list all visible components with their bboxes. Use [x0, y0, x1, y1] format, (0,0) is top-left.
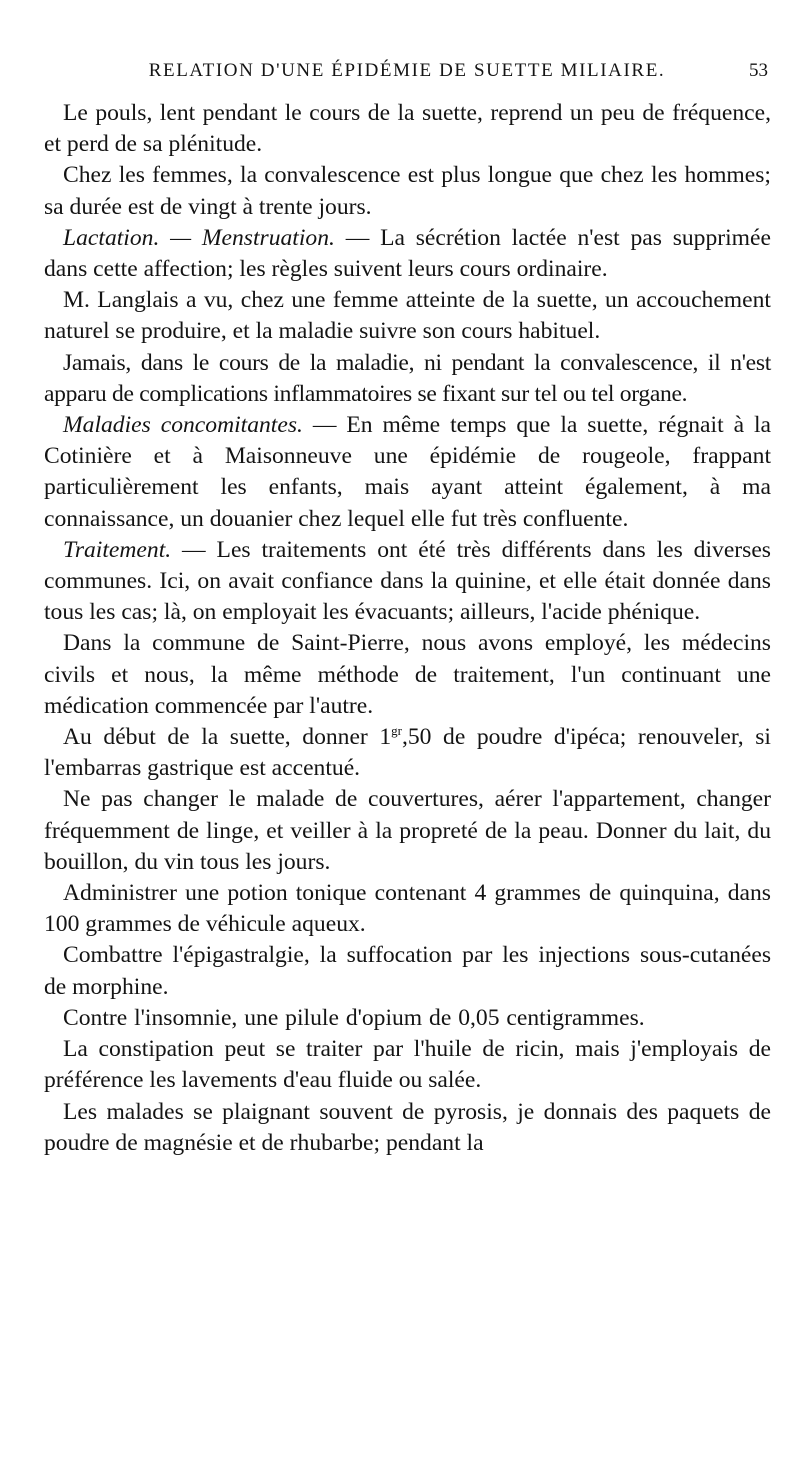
paragraph-langlais — [44, 285, 771, 347]
paragraph-text: ,50 de poudre d'ipéca; renouveler, si l'embarras gastrique est accentué. — [44, 724, 771, 782]
paragraph-text: Ne pas changer le malade de couvertures, aérer l'appartement, changer fréquemment de linge, et veiller à la propreté de la peau. Donner du lait, du bouillon, du vin tous les jours. — [44, 786, 771, 875]
paragraph-pyrosis — [44, 1097, 771, 1159]
paragraph-text: Chez les femmes, la convalescence est plus longue que chez les hommes; sa durée est de vingt à trente jours. — [44, 162, 771, 220]
unit-superscript: gr — [391, 723, 402, 739]
paragraph-convalescence — [44, 160, 771, 222]
page-number: 53 — [749, 60, 768, 81]
running-head — [46, 56, 768, 86]
paragraph-lactation — [44, 223, 771, 285]
running-title: RELATION D'UNE ÉPIDÉMIE DE SUETTE MILIAIRE. — [148, 60, 666, 81]
section-heading-italic: Traitement. — [63, 536, 172, 563]
section-heading-italic: Lactation. — Menstruation. — [63, 224, 335, 251]
paragraph-text: Les malades se plaignant souvent de pyrosis, je donnais des paquets de poudre de magnésie et de rhubarbe; pendant la — [44, 1098, 771, 1156]
paragraph-saint-pierre — [44, 628, 771, 722]
paragraph-text: Au début de la suette, donner 1 — [63, 724, 392, 751]
paragraph-text: Le pouls, lent pendant le cours de la suette, reprend un peu de fréquence, et perd de sa plénitude. — [44, 100, 771, 158]
paragraph-text: Administrer une potion tonique contenant 4 grammes de quinquina, dans 100 grammes de véhicule aqueux. — [44, 880, 771, 938]
paragraph-text: Dans la commune de Saint-Pierre, nous avons employé, les médecins civils et nous, la même méthode de traitement, l'un continuant une médication commencée par l'autre. — [44, 630, 771, 719]
paragraph-constipation — [44, 1034, 771, 1096]
paragraph-text: M. Langlais a vu, chez une femme atteinte de la suette, un accouchement naturel se produire, et la maladie suivre son cours habituel. — [44, 287, 771, 345]
paragraph-text: — La sécrétion lactée n'est pas supprimée dans cette affection; les règles suivent leurs cours ordinaire. — [44, 224, 771, 283]
paragraph-maladies-concomitantes — [44, 410, 771, 535]
paragraph-text: La constipation peut se traiter par l'huile de ricin, mais j'employais de préférence les lavements d'eau fluide ou salée. — [44, 1036, 771, 1094]
body-text — [44, 98, 771, 1159]
paragraph-text: — Les traitements ont été très différents dans les diverses communes. Ici, on avait confiance dans la quinine, et elle était donnée dans tous les cas; là, on employait les évacuants; ailleurs, l'acide phénique. — [44, 536, 771, 626]
paragraph-potion-tonique — [44, 878, 771, 940]
paragraph-text: Combattre l'épigastralgie, la suffocation par les injections sous-cutanées de morphine. — [44, 942, 771, 1000]
paragraph-text: — En même temps que la suette, régnait à la Cotinière et à Maisonneuve une épidémie de rougeole, frappant particulièrement les enfants, mais ayant atteint également, à ma connaissance, un douanier chez lequel elle fut très confluente. — [44, 412, 771, 532]
paragraph-ipeca — [44, 722, 771, 784]
paragraph-insomnie — [44, 1003, 771, 1034]
paragraph-couvertures — [44, 784, 771, 878]
paragraph-text: Jamais, dans le cours de la maladie, ni pendant la convalescence, il n'est apparu de complications inflammatoires se fixant sur tel ou tel organe. — [44, 349, 771, 407]
section-heading-italic: Maladies concomitantes. — [63, 412, 303, 439]
paragraph-epigastralgie — [44, 940, 771, 1002]
paragraph-pulse — [44, 98, 771, 160]
paragraph-traitement — [44, 535, 771, 629]
paragraph-complications — [44, 348, 771, 410]
paragraph-text: Contre l'insomnie, une pilule d'opium de 0,05 centigrammes. — [63, 1004, 645, 1031]
